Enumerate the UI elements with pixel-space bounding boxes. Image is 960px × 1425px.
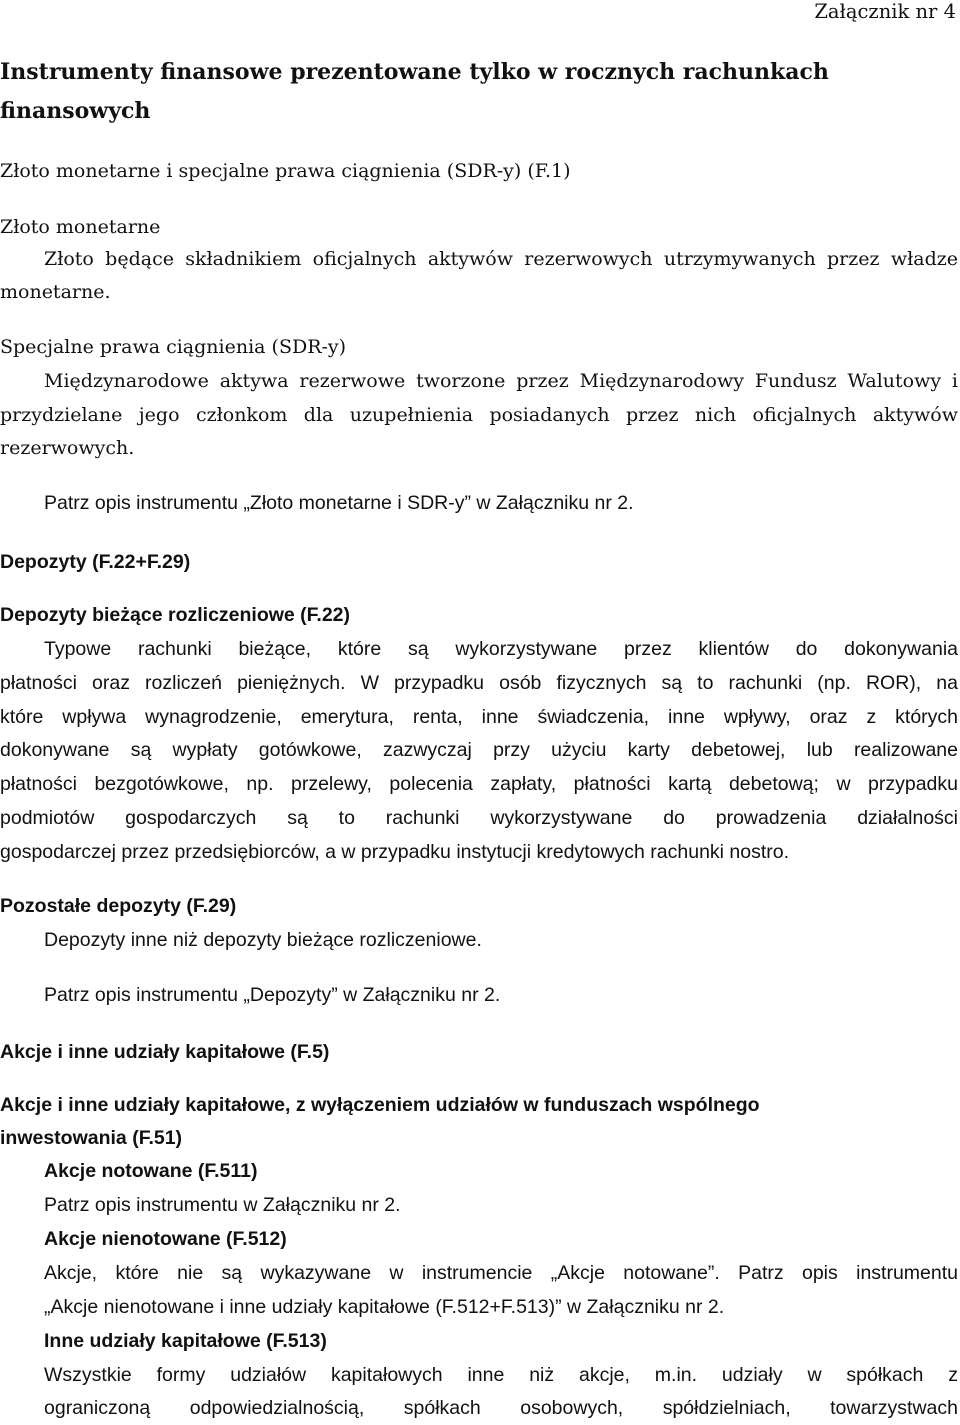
current-deposits-line-7: gospodarczej przez przedsiębiorców, a w przypadku instytucji kredytowych rachunki nostro. xyxy=(0,841,790,863)
current-deposits-line-4: dokonywane są wypłaty gotówkowe, zazwyczaj przy użyciu karty debetowej, lub realizowane xyxy=(0,739,958,761)
other-equity-line-2: ograniczoną odpowiedzialnością, spółkach osobowych, spółdzielniach, towarzystwach xyxy=(44,1397,958,1419)
subheading-unlisted-shares: Akcje nienotowane (F.512) xyxy=(44,1228,287,1250)
current-deposits-line-1: Typowe rachunki bieżące, które są wykorzystywane przez klientów do dokonywania xyxy=(44,638,958,660)
subheading-equity-excl-funds-line-2: inwestowania (F.51) xyxy=(0,1127,183,1149)
section-heading-deposits: Depozyty (F.22+F.29) xyxy=(0,551,191,573)
subheading-sdr: Specjalne prawa ciągnienia (SDR-y) xyxy=(0,336,347,358)
subheading-other-deposits: Pozostałe depozyty (F.29) xyxy=(0,895,237,917)
listed-shares-reference: Patrz opis instrumentu w Załączniku nr 2. xyxy=(44,1194,401,1216)
current-deposits-line-2: płatności oraz rozliczeń pieniężnych. W przypadku osób fizycznych są to rachunki (np. ROR), na xyxy=(0,672,958,694)
section-heading-gold-sdr: Złoto monetarne i specjalne prawa ciągnienia (SDR-y) (F.1) xyxy=(0,160,571,182)
other-equity-line-1: Wszystkie formy udziałów kapitałowych inne niż akcje, m.in. udziały w spółkach z xyxy=(44,1364,958,1386)
sdr-definition-line-1: Międzynarodowe aktywa rezerwowe tworzone przez Międzynarodowy Fundusz Walutowy i xyxy=(44,370,958,392)
annex-label: Załącznik nr 4 xyxy=(814,0,956,23)
other-deposits-reference: Patrz opis instrumentu „Depozyty” w Załączniku nr 2. xyxy=(44,984,501,1006)
current-deposits-line-5: płatności bezgotówkowe, np. przelewy, polecenia zapłaty, płatności kartą debetową; w przypadku xyxy=(0,773,958,795)
monetary-gold-definition-line-2: monetarne. xyxy=(0,281,111,303)
subheading-other-equity: Inne udziały kapitałowe (F.513) xyxy=(44,1330,327,1352)
current-deposits-line-3: które wpływa wynagrodzenie, emerytura, renta, inne świadczenia, inne wpływy, oraz z których xyxy=(0,706,958,728)
unlisted-shares-line-2: „Akcje nienotowane i inne udziały kapitałowe (F.512+F.513)” w Załączniku nr 2. xyxy=(44,1296,725,1318)
sdr-definition-line-2: przydzielane jego członkom dla uzupełnienia posiadanych przez nich oficjalnych aktywów xyxy=(0,404,958,426)
document-title-line-1: Instrumenty finansowe prezentowane tylko w rocznych rachunkach xyxy=(0,59,829,85)
subheading-equity-excl-funds-line-1: Akcje i inne udziały kapitałowe, z wyłączeniem udziałów w funduszach wspólnego xyxy=(0,1094,760,1116)
unlisted-shares-line-1: Akcje, które nie są wykazywane w instrumencie „Akcje notowane”. Patrz opis instrumentu xyxy=(44,1262,958,1284)
subheading-listed-shares: Akcje notowane (F.511) xyxy=(44,1160,258,1182)
sdr-reference: Patrz opis instrumentu „Złoto monetarne i SDR-y” w Załączniku nr 2. xyxy=(44,492,634,514)
subheading-monetary-gold: Złoto monetarne xyxy=(0,216,161,238)
current-deposits-line-6: podmiotów gospodarczych są to rachunki wykorzystywane do prowadzenia działalności xyxy=(0,807,958,829)
subheading-current-deposits: Depozyty bieżące rozliczeniowe (F.22) xyxy=(0,604,351,626)
monetary-gold-definition-line-1: Złoto będące składnikiem oficjalnych aktywów rezerwowych utrzymywanych przez władze xyxy=(44,248,958,270)
other-deposits-definition: Depozyty inne niż depozyty bieżące rozliczeniowe. xyxy=(44,929,482,951)
document-title-line-2: finansowych xyxy=(0,98,151,124)
sdr-definition-line-3: rezerwowych. xyxy=(0,437,135,459)
section-heading-equity: Akcje i inne udziały kapitałowe (F.5) xyxy=(0,1041,330,1063)
